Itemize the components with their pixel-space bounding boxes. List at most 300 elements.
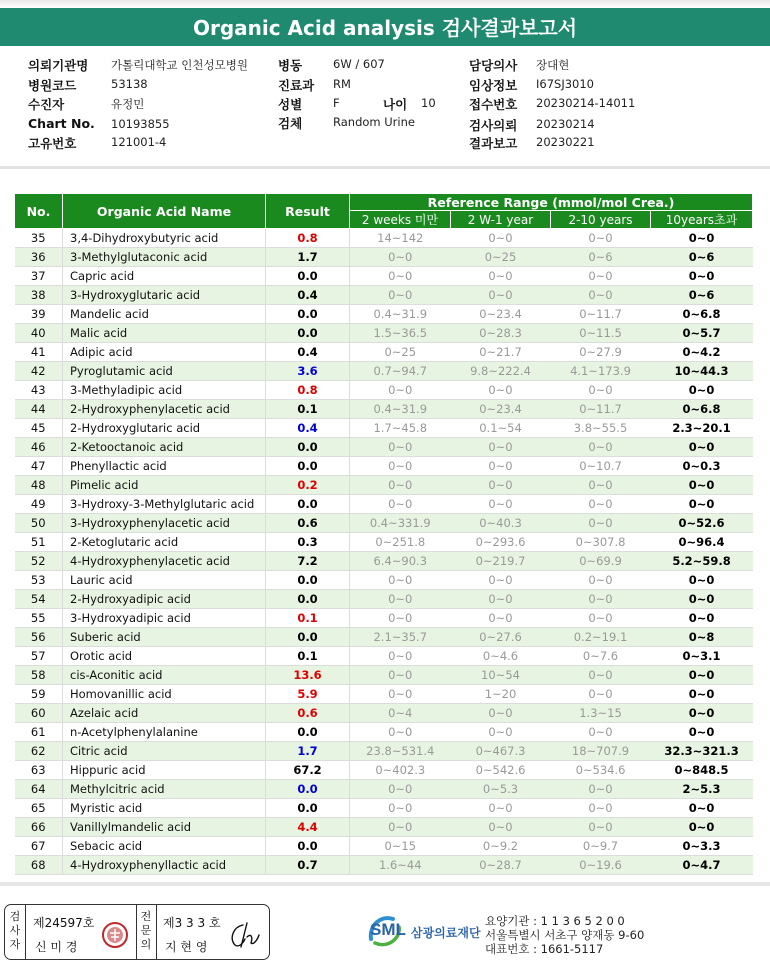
table-row bbox=[15, 609, 753, 628]
result-value: 1.7 bbox=[266, 248, 350, 267]
row-number: 35 bbox=[15, 229, 63, 248]
doctor-value: 장대현 bbox=[536, 58, 570, 72]
acid-name: cis-Aconitic acid bbox=[63, 666, 266, 685]
acid-name: 3-Hydroxyadipic acid bbox=[63, 609, 266, 628]
ref-under-2-weeks: 1.5~36.5 bbox=[350, 324, 451, 343]
age-label: 나이 bbox=[383, 97, 408, 112]
ref-over-10-years: 0~0 bbox=[651, 571, 753, 590]
ref-under-2-weeks: 0~0 bbox=[350, 248, 451, 267]
table-row bbox=[15, 590, 753, 609]
result-value: 0.1 bbox=[266, 647, 350, 666]
result-value: 7.2 bbox=[266, 552, 350, 571]
ref-2-10-years: 0~0 bbox=[551, 229, 651, 248]
ref-2w-1year: 0~0 bbox=[451, 229, 551, 248]
ref-2-10-years: 0~0 bbox=[551, 381, 651, 400]
table-row bbox=[15, 647, 753, 666]
col-header-no: No. bbox=[15, 194, 63, 229]
clinical-value: I67SJ3010 bbox=[536, 77, 594, 91]
ref-over-10-years: 0~0 bbox=[651, 381, 753, 400]
ref-over-10-years: 0~0.3 bbox=[651, 457, 753, 476]
acid-name: 2-Hydroxyphenylacetic acid bbox=[63, 400, 266, 419]
table-row bbox=[15, 438, 753, 457]
table-row bbox=[15, 381, 753, 400]
row-number: 37 bbox=[15, 267, 63, 286]
result-value: 0.8 bbox=[266, 381, 350, 400]
acid-name: Pyroglutamic acid bbox=[63, 362, 266, 381]
ref-under-2-weeks: 0~251.8 bbox=[350, 533, 451, 552]
row-number: 42 bbox=[15, 362, 63, 381]
ref-2w-1year: 0~0 bbox=[451, 704, 551, 723]
ref-2w-1year: 0~40.3 bbox=[451, 514, 551, 533]
result-value: 1.7 bbox=[266, 742, 350, 761]
hospital-label: 의뢰기관명 bbox=[28, 58, 89, 73]
result-value: 0.1 bbox=[266, 609, 350, 628]
acid-name: Azelaic acid bbox=[63, 704, 266, 723]
row-number: 53 bbox=[15, 571, 63, 590]
table-row bbox=[15, 495, 753, 514]
result-value: 0.4 bbox=[266, 419, 350, 438]
col-header-result: Result bbox=[266, 194, 350, 229]
report-title: Organic Acid analysis 검사결과보고서 bbox=[0, 8, 770, 46]
row-number: 50 bbox=[15, 514, 63, 533]
ref-under-2-weeks: 0~0 bbox=[350, 495, 451, 514]
col-header-reference: Reference Range (mmol/mol Crea.) bbox=[350, 194, 753, 211]
ref-2-10-years: 0~11.5 bbox=[551, 324, 651, 343]
table-row bbox=[15, 229, 753, 248]
ref-under-2-weeks: 2.1~35.7 bbox=[350, 628, 451, 647]
result-value: 0.3 bbox=[266, 533, 350, 552]
signature-box bbox=[4, 904, 270, 960]
result-value: 0.0 bbox=[266, 495, 350, 514]
ref-2w-1year: 0~21.7 bbox=[451, 343, 551, 362]
result-value: 0.0 bbox=[266, 723, 350, 742]
acid-name: Vanillylmandelic acid bbox=[63, 818, 266, 837]
acid-name: 3-Hydroxyphenylacetic acid bbox=[63, 514, 266, 533]
result-value: 0.0 bbox=[266, 628, 350, 647]
ref-under-2-weeks: 0~0 bbox=[350, 685, 451, 704]
row-number: 61 bbox=[15, 723, 63, 742]
ref-2w-1year: 0.1~54 bbox=[451, 419, 551, 438]
ref-over-10-years: 0~3.1 bbox=[651, 647, 753, 666]
tester-vertical-label: 검 사 자 bbox=[9, 910, 21, 951]
table-row bbox=[15, 552, 753, 571]
ref-2w-1year: 0~25 bbox=[451, 248, 551, 267]
ref-under-2-weeks: 0~0 bbox=[350, 381, 451, 400]
acid-name: Sebacic acid bbox=[63, 837, 266, 856]
ref-under-2-weeks: 0~0 bbox=[350, 286, 451, 305]
ref-2w-1year: 0~28.7 bbox=[451, 856, 551, 875]
ref-over-10-years: 0~0 bbox=[651, 476, 753, 495]
ref-under-2-weeks: 0~0 bbox=[350, 666, 451, 685]
ref-under-2-weeks: 0~0 bbox=[350, 438, 451, 457]
ref-under-2-weeks: 0~0 bbox=[350, 818, 451, 837]
ref-over-10-years: 0~8 bbox=[651, 628, 753, 647]
ref-2w-1year: 0~4.6 bbox=[451, 647, 551, 666]
table-row bbox=[15, 343, 753, 362]
result-value: 0.0 bbox=[266, 780, 350, 799]
result-value: 67.2 bbox=[266, 761, 350, 780]
col-header-ref-4: 10years초과 bbox=[651, 211, 753, 229]
ref-under-2-weeks: 1.7~45.8 bbox=[350, 419, 451, 438]
ref-over-10-years: 5.2~59.8 bbox=[651, 552, 753, 571]
care-number: 요양기관 : 1 1 3 6 5 2 0 0 bbox=[485, 914, 625, 928]
result-value: 0.1 bbox=[266, 400, 350, 419]
table-row bbox=[15, 799, 753, 818]
ref-over-10-years: 0~4.7 bbox=[651, 856, 753, 875]
table-row bbox=[15, 362, 753, 381]
ref-2w-1year: 0~467.3 bbox=[451, 742, 551, 761]
specialist-name: 지 현 영 bbox=[165, 940, 208, 954]
ref-over-10-years: 0~0 bbox=[651, 267, 753, 286]
ref-2-10-years: 0~11.7 bbox=[551, 400, 651, 419]
row-number: 60 bbox=[15, 704, 63, 723]
result-value: 13.6 bbox=[266, 666, 350, 685]
acid-name: 3-Hydroxyglutaric acid bbox=[63, 286, 266, 305]
result-value: 0.6 bbox=[266, 704, 350, 723]
dept-label: 진료과 bbox=[278, 78, 315, 93]
ref-over-10-years: 0~0 bbox=[651, 495, 753, 514]
result-value: 0.0 bbox=[266, 305, 350, 324]
specimen-value: Random Urine bbox=[333, 115, 415, 129]
table-row bbox=[15, 533, 753, 552]
row-number: 64 bbox=[15, 780, 63, 799]
org-name: 삼광의료재단 bbox=[411, 926, 481, 940]
acid-name: Myristic acid bbox=[63, 799, 266, 818]
ref-over-10-years: 10~44.3 bbox=[651, 362, 753, 381]
ref-2w-1year: 1~20 bbox=[451, 685, 551, 704]
acid-name: 3,4-Dihydroxybutyric acid bbox=[63, 229, 266, 248]
ref-over-10-years: 0~3.3 bbox=[651, 837, 753, 856]
ref-2w-1year: 0~293.6 bbox=[451, 533, 551, 552]
ref-2w-1year: 0~27.6 bbox=[451, 628, 551, 647]
ref-over-10-years: 0~0 bbox=[651, 590, 753, 609]
acid-name: 2-Ketooctanoic acid bbox=[63, 438, 266, 457]
result-value: 0.4 bbox=[266, 343, 350, 362]
ref-2-10-years: 0~0 bbox=[551, 514, 651, 533]
result-value: 0.6 bbox=[266, 514, 350, 533]
table-row bbox=[15, 514, 753, 533]
hospital-value: 가톨릭대학교 인천성모병원 bbox=[111, 58, 248, 72]
clinical-label: 임상정보 bbox=[469, 78, 518, 93]
ref-2-10-years: 0~0 bbox=[551, 818, 651, 837]
ref-2w-1year: 0~0 bbox=[451, 267, 551, 286]
acid-name: n-Acetylphenylalanine bbox=[63, 723, 266, 742]
chart-label: Chart No. bbox=[28, 116, 95, 131]
ref-2-10-years: 0~0 bbox=[551, 495, 651, 514]
specialist-license: 제3 3 3 호 bbox=[163, 916, 221, 930]
table-row bbox=[15, 780, 753, 799]
ref-2w-1year: 0~0 bbox=[451, 286, 551, 305]
ref-under-2-weeks: 0~0 bbox=[350, 647, 451, 666]
acid-name: Citric acid bbox=[63, 742, 266, 761]
ref-under-2-weeks: 0~0 bbox=[350, 457, 451, 476]
table-row bbox=[15, 704, 753, 723]
acid-name: 3-Methyladipic acid bbox=[63, 381, 266, 400]
organization-info bbox=[485, 914, 644, 956]
table-row bbox=[15, 419, 753, 438]
row-number: 40 bbox=[15, 324, 63, 343]
table-row bbox=[15, 267, 753, 286]
sml-logo bbox=[365, 911, 485, 951]
row-number: 49 bbox=[15, 495, 63, 514]
ref-under-2-weeks: 1.6~44 bbox=[350, 856, 451, 875]
acid-name: 2-Hydroxyadipic acid bbox=[63, 590, 266, 609]
acid-name: Malic acid bbox=[63, 324, 266, 343]
col-header-ref-3: 2-10 years bbox=[551, 211, 651, 229]
row-number: 46 bbox=[15, 438, 63, 457]
sex-label: 성별 bbox=[278, 97, 303, 112]
ref-2-10-years: 18~707.9 bbox=[551, 742, 651, 761]
ref-2-10-years: 0.2~19.1 bbox=[551, 628, 651, 647]
recipient-label: 수진자 bbox=[28, 97, 65, 112]
ref-over-10-years: 32.3~321.3 bbox=[651, 742, 753, 761]
ref-2-10-years: 0~0 bbox=[551, 571, 651, 590]
ref-2w-1year: 0~0 bbox=[451, 438, 551, 457]
ref-2-10-years: 0~7.6 bbox=[551, 647, 651, 666]
result-value: 0.0 bbox=[266, 267, 350, 286]
ward-label: 병동 bbox=[278, 58, 303, 73]
table-row bbox=[15, 666, 753, 685]
row-number: 51 bbox=[15, 533, 63, 552]
age-value: 10 bbox=[421, 96, 436, 110]
results-table bbox=[14, 193, 753, 875]
acid-name: 4-Hydroxyphenylacetic acid bbox=[63, 552, 266, 571]
ref-2-10-years: 0~11.7 bbox=[551, 305, 651, 324]
receipt-label: 접수번호 bbox=[469, 97, 518, 112]
ref-over-10-years: 0~0 bbox=[651, 723, 753, 742]
acid-name: 3-Hydroxy-3-Methylglutaric acid bbox=[63, 495, 266, 514]
ref-2w-1year: 0~23.4 bbox=[451, 400, 551, 419]
acid-name: Phenyllactic acid bbox=[63, 457, 266, 476]
code-label: 병원코드 bbox=[28, 78, 77, 93]
chart-value: 10193855 bbox=[111, 117, 170, 131]
patient-info bbox=[0, 54, 770, 154]
ref-under-2-weeks: 6.4~90.3 bbox=[350, 552, 451, 571]
row-number: 58 bbox=[15, 666, 63, 685]
tester-license: 제24597호 bbox=[33, 916, 95, 930]
ref-2w-1year: 0~219.7 bbox=[451, 552, 551, 571]
ref-2w-1year: 0~5.3 bbox=[451, 780, 551, 799]
ref-under-2-weeks: 0~0 bbox=[350, 780, 451, 799]
tester-name: 신 미 경 bbox=[35, 940, 78, 954]
ref-2w-1year: 0~0 bbox=[451, 590, 551, 609]
result-value: 0.0 bbox=[266, 837, 350, 856]
table-row bbox=[15, 400, 753, 419]
result-value: 0.0 bbox=[266, 324, 350, 343]
ref-2w-1year: 0~0 bbox=[451, 381, 551, 400]
ref-under-2-weeks: 0.4~31.9 bbox=[350, 305, 451, 324]
row-number: 54 bbox=[15, 590, 63, 609]
col-header-ref-2: 2 W-1 year bbox=[451, 211, 551, 229]
ref-2-10-years: 3.8~55.5 bbox=[551, 419, 651, 438]
row-number: 41 bbox=[15, 343, 63, 362]
result-value: 0.0 bbox=[266, 457, 350, 476]
unique-value: 121001-4 bbox=[111, 135, 167, 149]
ref-2-10-years: 0~0 bbox=[551, 286, 651, 305]
result-value: 5.9 bbox=[266, 685, 350, 704]
request-label: 검사의뢰 bbox=[469, 118, 518, 133]
ref-over-10-years: 0~0 bbox=[651, 229, 753, 248]
row-number: 44 bbox=[15, 400, 63, 419]
ref-2w-1year: 0~0 bbox=[451, 495, 551, 514]
row-number: 62 bbox=[15, 742, 63, 761]
ref-2w-1year: 9.8~222.4 bbox=[451, 362, 551, 381]
ref-under-2-weeks: 14~142 bbox=[350, 229, 451, 248]
ref-over-10-years: 2~5.3 bbox=[651, 780, 753, 799]
ref-under-2-weeks: 0~0 bbox=[350, 799, 451, 818]
ref-2-10-years: 0~19.6 bbox=[551, 856, 651, 875]
row-number: 43 bbox=[15, 381, 63, 400]
ref-2-10-years: 0~0 bbox=[551, 267, 651, 286]
ref-over-10-years: 0~848.5 bbox=[651, 761, 753, 780]
ref-2-10-years: 4.1~173.9 bbox=[551, 362, 651, 381]
row-number: 36 bbox=[15, 248, 63, 267]
row-number: 59 bbox=[15, 685, 63, 704]
phone: 대표번호 : 1661-5117 bbox=[485, 942, 604, 956]
ref-over-10-years: 0~6.8 bbox=[651, 400, 753, 419]
result-value: 0.0 bbox=[266, 799, 350, 818]
ref-2-10-years: 0~10.7 bbox=[551, 457, 651, 476]
code-value: 53138 bbox=[111, 77, 148, 91]
table-row bbox=[15, 571, 753, 590]
acid-name: Homovanillic acid bbox=[63, 685, 266, 704]
ref-2w-1year: 0~542.6 bbox=[451, 761, 551, 780]
ref-2-10-years: 0~534.6 bbox=[551, 761, 651, 780]
ref-2-10-years: 0~69.9 bbox=[551, 552, 651, 571]
report-label: 결과보고 bbox=[469, 136, 518, 151]
ref-under-2-weeks: 0.7~94.7 bbox=[350, 362, 451, 381]
result-value: 0.7 bbox=[266, 856, 350, 875]
ref-2-10-years: 1.3~15 bbox=[551, 704, 651, 723]
ref-over-10-years: 0~6 bbox=[651, 248, 753, 267]
ref-2w-1year: 0~0 bbox=[451, 818, 551, 837]
table-row bbox=[15, 837, 753, 856]
ref-2w-1year: 0~9.2 bbox=[451, 837, 551, 856]
table-row bbox=[15, 818, 753, 837]
acid-name: Adipic acid bbox=[63, 343, 266, 362]
result-value: 0.0 bbox=[266, 438, 350, 457]
ref-over-10-years: 0~0 bbox=[651, 799, 753, 818]
ref-2-10-years: 0~0 bbox=[551, 609, 651, 628]
table-row bbox=[15, 324, 753, 343]
ref-2-10-years: 0~0 bbox=[551, 799, 651, 818]
ref-over-10-years: 0~4.2 bbox=[651, 343, 753, 362]
table-row bbox=[15, 305, 753, 324]
table-row bbox=[15, 742, 753, 761]
ref-2w-1year: 0~0 bbox=[451, 457, 551, 476]
ref-over-10-years: 0~52.6 bbox=[651, 514, 753, 533]
acid-name: Methylcitric acid bbox=[63, 780, 266, 799]
row-number: 48 bbox=[15, 476, 63, 495]
report-value: 20230221 bbox=[536, 135, 595, 149]
row-number: 65 bbox=[15, 799, 63, 818]
ref-over-10-years: 0~0 bbox=[651, 704, 753, 723]
ref-2-10-years: 0~27.9 bbox=[551, 343, 651, 362]
ref-2-10-years: 0~0 bbox=[551, 438, 651, 457]
result-value: 0.8 bbox=[266, 229, 350, 248]
ref-under-2-weeks: 0~0 bbox=[350, 609, 451, 628]
ref-under-2-weeks: 0~15 bbox=[350, 837, 451, 856]
ref-under-2-weeks: 0.4~331.9 bbox=[350, 514, 451, 533]
ref-over-10-years: 0~0 bbox=[651, 685, 753, 704]
ref-under-2-weeks: 0~0 bbox=[350, 590, 451, 609]
ref-under-2-weeks: 0~0 bbox=[350, 476, 451, 495]
ref-2-10-years: 0~0 bbox=[551, 780, 651, 799]
table-row bbox=[15, 476, 753, 495]
unique-label: 고유번호 bbox=[28, 136, 77, 151]
ref-under-2-weeks: 23.8~531.4 bbox=[350, 742, 451, 761]
ref-over-10-years: 0~0 bbox=[651, 438, 753, 457]
ref-2w-1year: 10~54 bbox=[451, 666, 551, 685]
ref-2-10-years: 0~9.7 bbox=[551, 837, 651, 856]
col-header-name: Organic Acid Name bbox=[63, 194, 266, 229]
address: 서울특별시 서초구 양재동 9-60 bbox=[485, 928, 645, 942]
table-row bbox=[15, 248, 753, 267]
ref-over-10-years: 0~0 bbox=[651, 818, 753, 837]
ref-2w-1year: 0~23.4 bbox=[451, 305, 551, 324]
table-row bbox=[15, 761, 753, 780]
ref-2-10-years: 0~0 bbox=[551, 476, 651, 495]
ref-2w-1year: 0~0 bbox=[451, 723, 551, 742]
separator bbox=[0, 166, 770, 169]
logo-text: SML bbox=[370, 920, 406, 939]
ref-2-10-years: 0~6 bbox=[551, 248, 651, 267]
result-value: 0.0 bbox=[266, 571, 350, 590]
acid-name: 2-Ketoglutaric acid bbox=[63, 533, 266, 552]
table-row bbox=[15, 286, 753, 305]
row-number: 67 bbox=[15, 837, 63, 856]
results-body bbox=[15, 229, 753, 875]
top-shadow bbox=[0, 0, 770, 8]
row-number: 56 bbox=[15, 628, 63, 647]
ref-under-2-weeks: 0.4~31.9 bbox=[350, 400, 451, 419]
ref-over-10-years: 0~6.8 bbox=[651, 305, 753, 324]
specimen-label: 검체 bbox=[278, 116, 303, 131]
acid-name: Lauric acid bbox=[63, 571, 266, 590]
row-number: 39 bbox=[15, 305, 63, 324]
request-value: 20230214 bbox=[536, 117, 595, 131]
ref-over-10-years: 0~96.4 bbox=[651, 533, 753, 552]
acid-name: 3-Methylglutaconic acid bbox=[63, 248, 266, 267]
result-value: 4.4 bbox=[266, 818, 350, 837]
row-number: 45 bbox=[15, 419, 63, 438]
ref-2-10-years: 0~307.8 bbox=[551, 533, 651, 552]
table-row bbox=[15, 685, 753, 704]
col-header-ref-1: 2 weeks 미만 bbox=[350, 211, 451, 229]
ref-under-2-weeks: 0~402.3 bbox=[350, 761, 451, 780]
acid-name: Mandelic acid bbox=[63, 305, 266, 324]
ref-under-2-weeks: 0~0 bbox=[350, 571, 451, 590]
result-value: 0.4 bbox=[266, 286, 350, 305]
dept-value: RM bbox=[333, 77, 351, 91]
row-number: 38 bbox=[15, 286, 63, 305]
table-row bbox=[15, 856, 753, 875]
row-number: 66 bbox=[15, 818, 63, 837]
ref-under-2-weeks: 0~25 bbox=[350, 343, 451, 362]
ref-2-10-years: 0~0 bbox=[551, 723, 651, 742]
ref-under-2-weeks: 0~0 bbox=[350, 267, 451, 286]
receipt-value: 20230214-14011 bbox=[536, 96, 636, 110]
footer-separator bbox=[0, 882, 770, 886]
ref-2w-1year: 0~0 bbox=[451, 609, 551, 628]
table-row bbox=[15, 628, 753, 647]
ref-2w-1year: 0~28.3 bbox=[451, 324, 551, 343]
acid-name: Orotic acid bbox=[63, 647, 266, 666]
recipient-value: 유정민 bbox=[111, 97, 145, 111]
ref-2-10-years: 0~0 bbox=[551, 685, 651, 704]
ref-2-10-years: 0~0 bbox=[551, 666, 651, 685]
acid-name: 4-Hydroxyphenyllactic acid bbox=[63, 856, 266, 875]
